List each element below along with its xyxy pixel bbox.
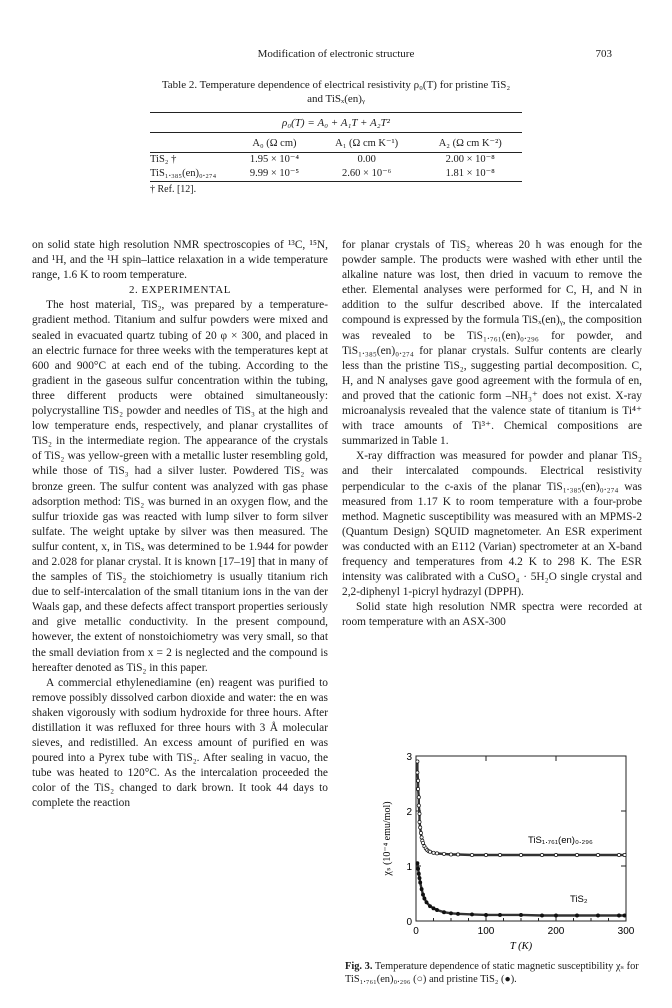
data-point	[519, 913, 522, 916]
data-point	[554, 853, 557, 856]
table-header-row	[150, 133, 522, 152]
x-tick-label: 0	[413, 926, 419, 937]
data-point	[423, 897, 426, 900]
data-point	[449, 853, 452, 856]
susceptibility-chart	[352, 748, 642, 958]
page-header	[60, 48, 612, 64]
data-point	[428, 905, 431, 908]
paragraph: X-ray diffraction was measured for powder and planar TiS₂ and their intercalated compounds. Electrical resistivity perpendicular to the c-axis of the planar TiS₁.₃₈₅(en)₀.₂₇₄ was measured from 1.17 K to room temperature with a four-probe method. Magnetic susceptibility was measured with an MPMS-2 (Quantum Design) SQUID magnetometer. An ESR experiment was conducted with an E112 (Varian) spectrometer at an X-band frequency and temperatures from 4.2 K to 298 K. The ESR intensity was calibrated with a CuSO₄ · 5H₂O single crystal and 2,2-diphenyl 1-picryl hydrazyl (DPPH).	[342, 450, 642, 599]
paragraph: The host material, TiS₂, was prepared by a temperature-gradient method. Titanium and sulfur powders were mixed and sealed in evacuated quartz tubing of 20 φ × 300, and placed in an electric furnace for three weeks with the temperatures kept at 600 and 900°C at each end of the tubing. According to the gradient in the gaseous sulfur concentration within the tubing, three different products were obtained simultaneously: polycrystalline TiS₂ powder and needles of TiS₃ at the high and low temperature ends, respectively, and planar crystallites of TiS₂ in the intermediate region. The appearance of the crystals of TiS₂ was yellow-green with a metallic luster resembling gold, while those of TiS₃ had a silver luster. Powdered TiS₂ was bronze green. The sulfur content was analyzed with gas phase adsorption method: TiS₂ was burned in an oxygen flow, and the sulfur trioxide gas was reacted with lump silver to form silver sulfate. The weight uptake by silver was then measured. The sulfur content, x, in TiSₓ was determined to be 1.944 for powder and 2.028 for planar crystal. It is known [17–19] that in many of the samples of TiS₂ the stoichiometry is usually titanium rich due to self-intercalation of the small titanium ions in the van der Waals gap, and these defects affect transport properties seriously and give metallic conductivity. In the present compound, however, the extent of nonstoichiometry was very small, so that the small deviation from x = 2 is neglected and the compound is hereafter denoted as TiS₂ in this paper.	[32, 299, 328, 674]
data-point	[456, 853, 459, 856]
table-caption-line2: and TiSₓ(en)ᵧ	[307, 93, 365, 105]
data-point	[498, 853, 501, 856]
series-annotation: TiS₂	[570, 893, 588, 905]
data-point	[575, 914, 578, 917]
x-tick-label: 200	[547, 926, 565, 937]
table-caption	[150, 78, 522, 106]
data-point	[540, 853, 543, 856]
data-point	[417, 872, 420, 875]
data-point	[617, 914, 620, 917]
table-cell: 0.00	[357, 154, 376, 165]
x-tick-label: 300	[617, 926, 635, 937]
page-number: 703	[595, 48, 612, 60]
table-row	[150, 153, 522, 167]
table-2	[150, 78, 522, 195]
table-cell: 1.95 × 10⁻⁴	[249, 154, 300, 165]
data-point	[416, 760, 419, 763]
data-point	[623, 853, 626, 856]
figure-caption-label: Fig. 3.	[345, 961, 373, 972]
data-point	[418, 820, 421, 823]
figure-3	[352, 748, 642, 988]
data-point	[432, 907, 435, 910]
data-point	[456, 912, 459, 915]
table-header-cell: A₀ (Ω cm)	[252, 137, 297, 149]
data-point	[417, 867, 420, 870]
data-point	[442, 852, 445, 855]
data-point	[519, 853, 522, 856]
x-axis-label: T (K)	[509, 941, 533, 952]
table-cell: 9.99 × 10⁻⁵	[249, 168, 300, 179]
x-tick-label: 100	[477, 926, 495, 937]
data-point	[419, 881, 422, 884]
data-point	[554, 914, 557, 917]
table-row	[150, 167, 522, 181]
data-point	[442, 911, 445, 914]
figure-caption-text: Temperature dependence of static magnetic susceptibility χₛ for TiS₁.₇₆₁(en)₀.₂₉₆ (○) and pristine TiS₂ (●).	[345, 961, 639, 985]
data-point	[416, 862, 419, 865]
y-axis-label: χₛ (10⁻⁴ emu/mol)	[382, 801, 393, 876]
data-point	[420, 836, 423, 839]
series-annotation: TiS₁.₇₆₁(en)₀.₂₉₆	[528, 834, 593, 846]
data-point	[421, 893, 424, 896]
figure-caption	[345, 960, 645, 986]
y-tick-label: 3	[406, 752, 412, 763]
data-point	[417, 804, 420, 807]
data-point	[575, 853, 578, 856]
data-point	[421, 841, 424, 844]
data-point	[419, 831, 422, 834]
table-footnote: † Ref. [12].	[150, 184, 197, 195]
table-cell: 2.60 × 10⁻⁶	[342, 168, 392, 179]
left-column	[32, 238, 328, 812]
data-point	[419, 826, 422, 829]
data-point	[435, 852, 438, 855]
plot-frame	[416, 756, 626, 921]
data-point	[417, 796, 420, 799]
table-header-cell	[150, 133, 234, 152]
section-heading: 2. EXPERIMENTAL	[129, 284, 231, 297]
y-tick-label: 1	[406, 862, 412, 873]
table-grid	[150, 133, 522, 181]
data-point	[435, 908, 438, 911]
data-point	[498, 913, 501, 916]
data-point	[417, 779, 420, 782]
data-point	[432, 851, 435, 854]
data-point	[596, 914, 599, 917]
series-line	[417, 863, 624, 915]
y-tick-label: 2	[406, 807, 412, 818]
data-point	[596, 853, 599, 856]
data-point	[418, 812, 421, 815]
data-point	[418, 877, 421, 880]
data-point	[470, 853, 473, 856]
data-point	[428, 850, 431, 853]
data-point	[417, 787, 420, 790]
data-point	[540, 914, 543, 917]
series-line	[417, 762, 624, 856]
data-point	[449, 912, 452, 915]
table-caption-line1: Table 2. Temperature dependence of electrical resistivity ρ₀(T) for pristine TiS₂	[161, 79, 511, 91]
table-cell: 2.00 × 10⁻⁸	[445, 154, 495, 165]
data-point	[484, 853, 487, 856]
data-point	[470, 913, 473, 916]
table-cell: 1.81 × 10⁻⁸	[445, 168, 495, 179]
data-point	[425, 901, 428, 904]
paragraph: Solid state high resolution NMR spectra were recorded at room temperature with an ASX-300	[342, 601, 642, 629]
paragraph: A commercial ethylenediamine (en) reagent was purified to remove possibly dissolved carbon dioxide and water: the en was shaken vigorously with sodium hydroxide for three hours. After distillation it was refluxed for three hours with 3 Å molecular sieves, and redistilled. An excess amount of purified en was poured into a Pyrex tube with TiS₂. After sealing in vacuo, the tube was heated to 120°C. As the intercalation proceeded the color of the TiS₂ changed to dark brown. It took 44 days to complete the reaction	[32, 676, 328, 810]
table-cell: TiS₂ †	[150, 154, 177, 165]
table-bottom-rule	[150, 181, 522, 182]
table-header-cell: A₁ (Ω cm K⁻¹)	[335, 138, 399, 149]
data-point	[623, 914, 626, 917]
y-tick-label: 0	[406, 917, 412, 928]
data-point	[484, 913, 487, 916]
data-point	[416, 771, 419, 774]
data-point	[617, 853, 620, 856]
data-point	[420, 888, 423, 891]
paragraph: for planar crystals of TiS₂ whereas 20 h was enough for the powder sample. The products were washed with ether until the alkaline nature was lost, then dried in vacuum to remove the ether. Elemental analyses were performed for C, H, and N in addition to the sulfur described above. If the intercalated compound is expressed by the formula TiSₓ(en)ᵧ, the composition was revealed to be TiS₁.₇₆₁(en)₀.₂₉₆ for powder, and TiS₁.₃₈₅(en)₀.₂₇₄ for planar crystals. Sulfur contents are clearly less than the pristine TiS₂, suggesting partial decomposition. C, H, and N analyses gave good agreement with the formula of en, and proved that the cationic form –NH₃⁺ does not exist. X-ray microanalysis revealed that the valence state of titanium is Ti⁴⁺ with trace amounts of Ti³⁺. Chemical compositions are summarized in Table 1.	[342, 239, 642, 448]
table-formula: ρ₀(T) = A₀ + A₁T + A₂T²	[282, 117, 390, 129]
paragraph: on solid state high resolution NMR spectroscopies of ¹³C, ¹⁵N, and ¹H, and the ¹H spin–lattice relaxation in a wide temperature range, 1.6 K to room temperature.	[32, 239, 328, 282]
right-column	[342, 238, 642, 630]
running-title: Modification of electronic structure	[257, 48, 415, 60]
table-cell: TiS₁.₃₈₅(en)₀.₂₇₄	[150, 168, 217, 179]
table-header-cell: A₂ (Ω cm K⁻²)	[438, 138, 502, 149]
